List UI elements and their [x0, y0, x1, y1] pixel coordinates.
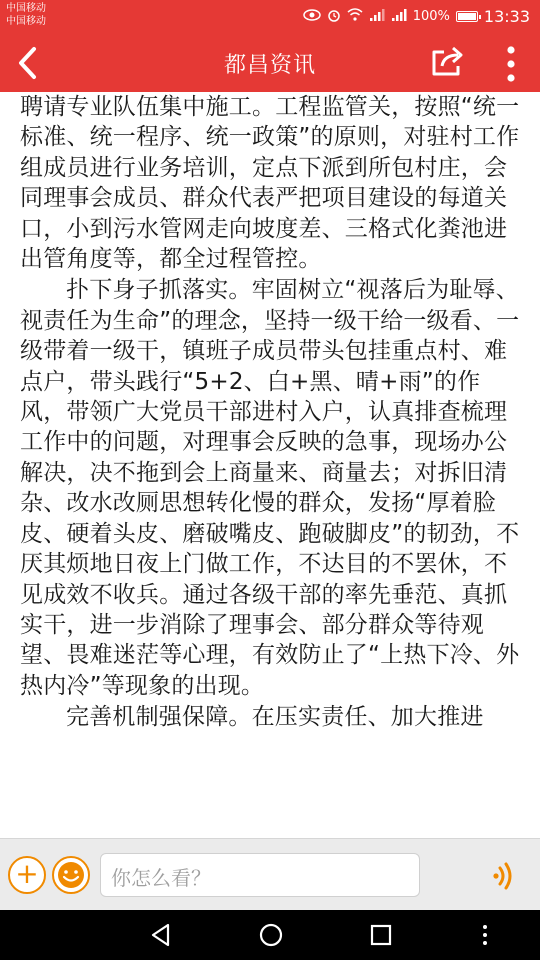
- clock: 13:33: [483, 7, 530, 26]
- wifi-icon: [347, 8, 363, 25]
- circle-home-icon: [256, 920, 286, 950]
- title-bar: [0, 34, 540, 92]
- share-icon: [428, 44, 468, 80]
- article-body[interactable]: [0, 92, 540, 838]
- emoji-button[interactable]: [52, 856, 90, 894]
- nav-more-button[interactable]: [470, 920, 500, 950]
- share-button[interactable]: [428, 44, 468, 80]
- article-paragraph: 完善机制强保障。在压实责任、加大推进: [66, 704, 484, 731]
- add-button[interactable]: +: [8, 856, 46, 894]
- voice-icon: [486, 856, 526, 896]
- signal-4g-icon: [391, 8, 407, 26]
- article-paragraph: 扑下身子抓落实。牢固树立“视落后为耻辱、视责任为生命”的理念，坚持一级干给一级看、一级带着一级干，镇班子成员带头包挂重点村、难点户，带头践行“5+2、白+黑、晴+雨”的作风，带领广大党员干部进村入户，认真排查梳理工作中的问题，对理事会反映的急事，现场办公解决，决不拖到会上商量来、商量去；对拆旧清杂、改水改厕思想转化慢的群众，发扬“厚着脸皮、硬着头皮、磨破嘴皮、跑破脚皮”的韧劲，不厌其烦地日夜上门做工作，不达目的不罢休，不见成效不收兵。通过各级干部的率先垂范、真抓实干，进一步消除了理事会、部分群众等待观望、畏难迷茫等心理，有效防止了“上热下冷、外热内冷”等现象的出现。: [20, 277, 520, 699]
- status-bar: [0, 0, 540, 34]
- article-paragraph: 聘请专业队伍集中施工。工程监管关，按照“统一标准、统一程序、统一政策”的原则，对驻村工作组成员进行业务培训，定点下派到所包村庄，会同理事会成员、群众代表严把项目建设的每道关口，小到污水管网走向坡度差、三格式化粪池进出管角度等，都全过程管控。: [20, 94, 520, 273]
- comment-input[interactable]: 你怎么看？: [100, 853, 420, 897]
- battery-level: [458, 13, 476, 20]
- more-vertical-small-icon: [470, 920, 500, 950]
- status-icons: [303, 7, 530, 26]
- battery-icon: [456, 11, 478, 22]
- more-menu-button[interactable]: [496, 44, 526, 84]
- navigation-bar: [0, 910, 540, 960]
- voice-button[interactable]: [486, 856, 526, 896]
- nav-recents-button[interactable]: [366, 920, 396, 950]
- alarm-icon: [327, 8, 341, 26]
- eye-icon: [303, 9, 321, 25]
- page-title: 都昌资讯: [223, 53, 316, 78]
- carrier-info: [6, 2, 46, 28]
- smiley-icon: [54, 858, 88, 892]
- carrier-1: 中国移动: [6, 3, 46, 14]
- battery-percent: 100%: [412, 9, 450, 24]
- nav-back-button[interactable]: [146, 920, 176, 950]
- nav-home-button[interactable]: [256, 920, 286, 950]
- carrier-2: 中国移动: [6, 16, 46, 27]
- triangle-back-icon: [146, 920, 176, 950]
- comment-bar: [0, 838, 540, 910]
- more-vertical-icon: [496, 44, 526, 84]
- signal-2g-icon: [369, 8, 385, 26]
- square-recents-icon: [366, 920, 396, 950]
